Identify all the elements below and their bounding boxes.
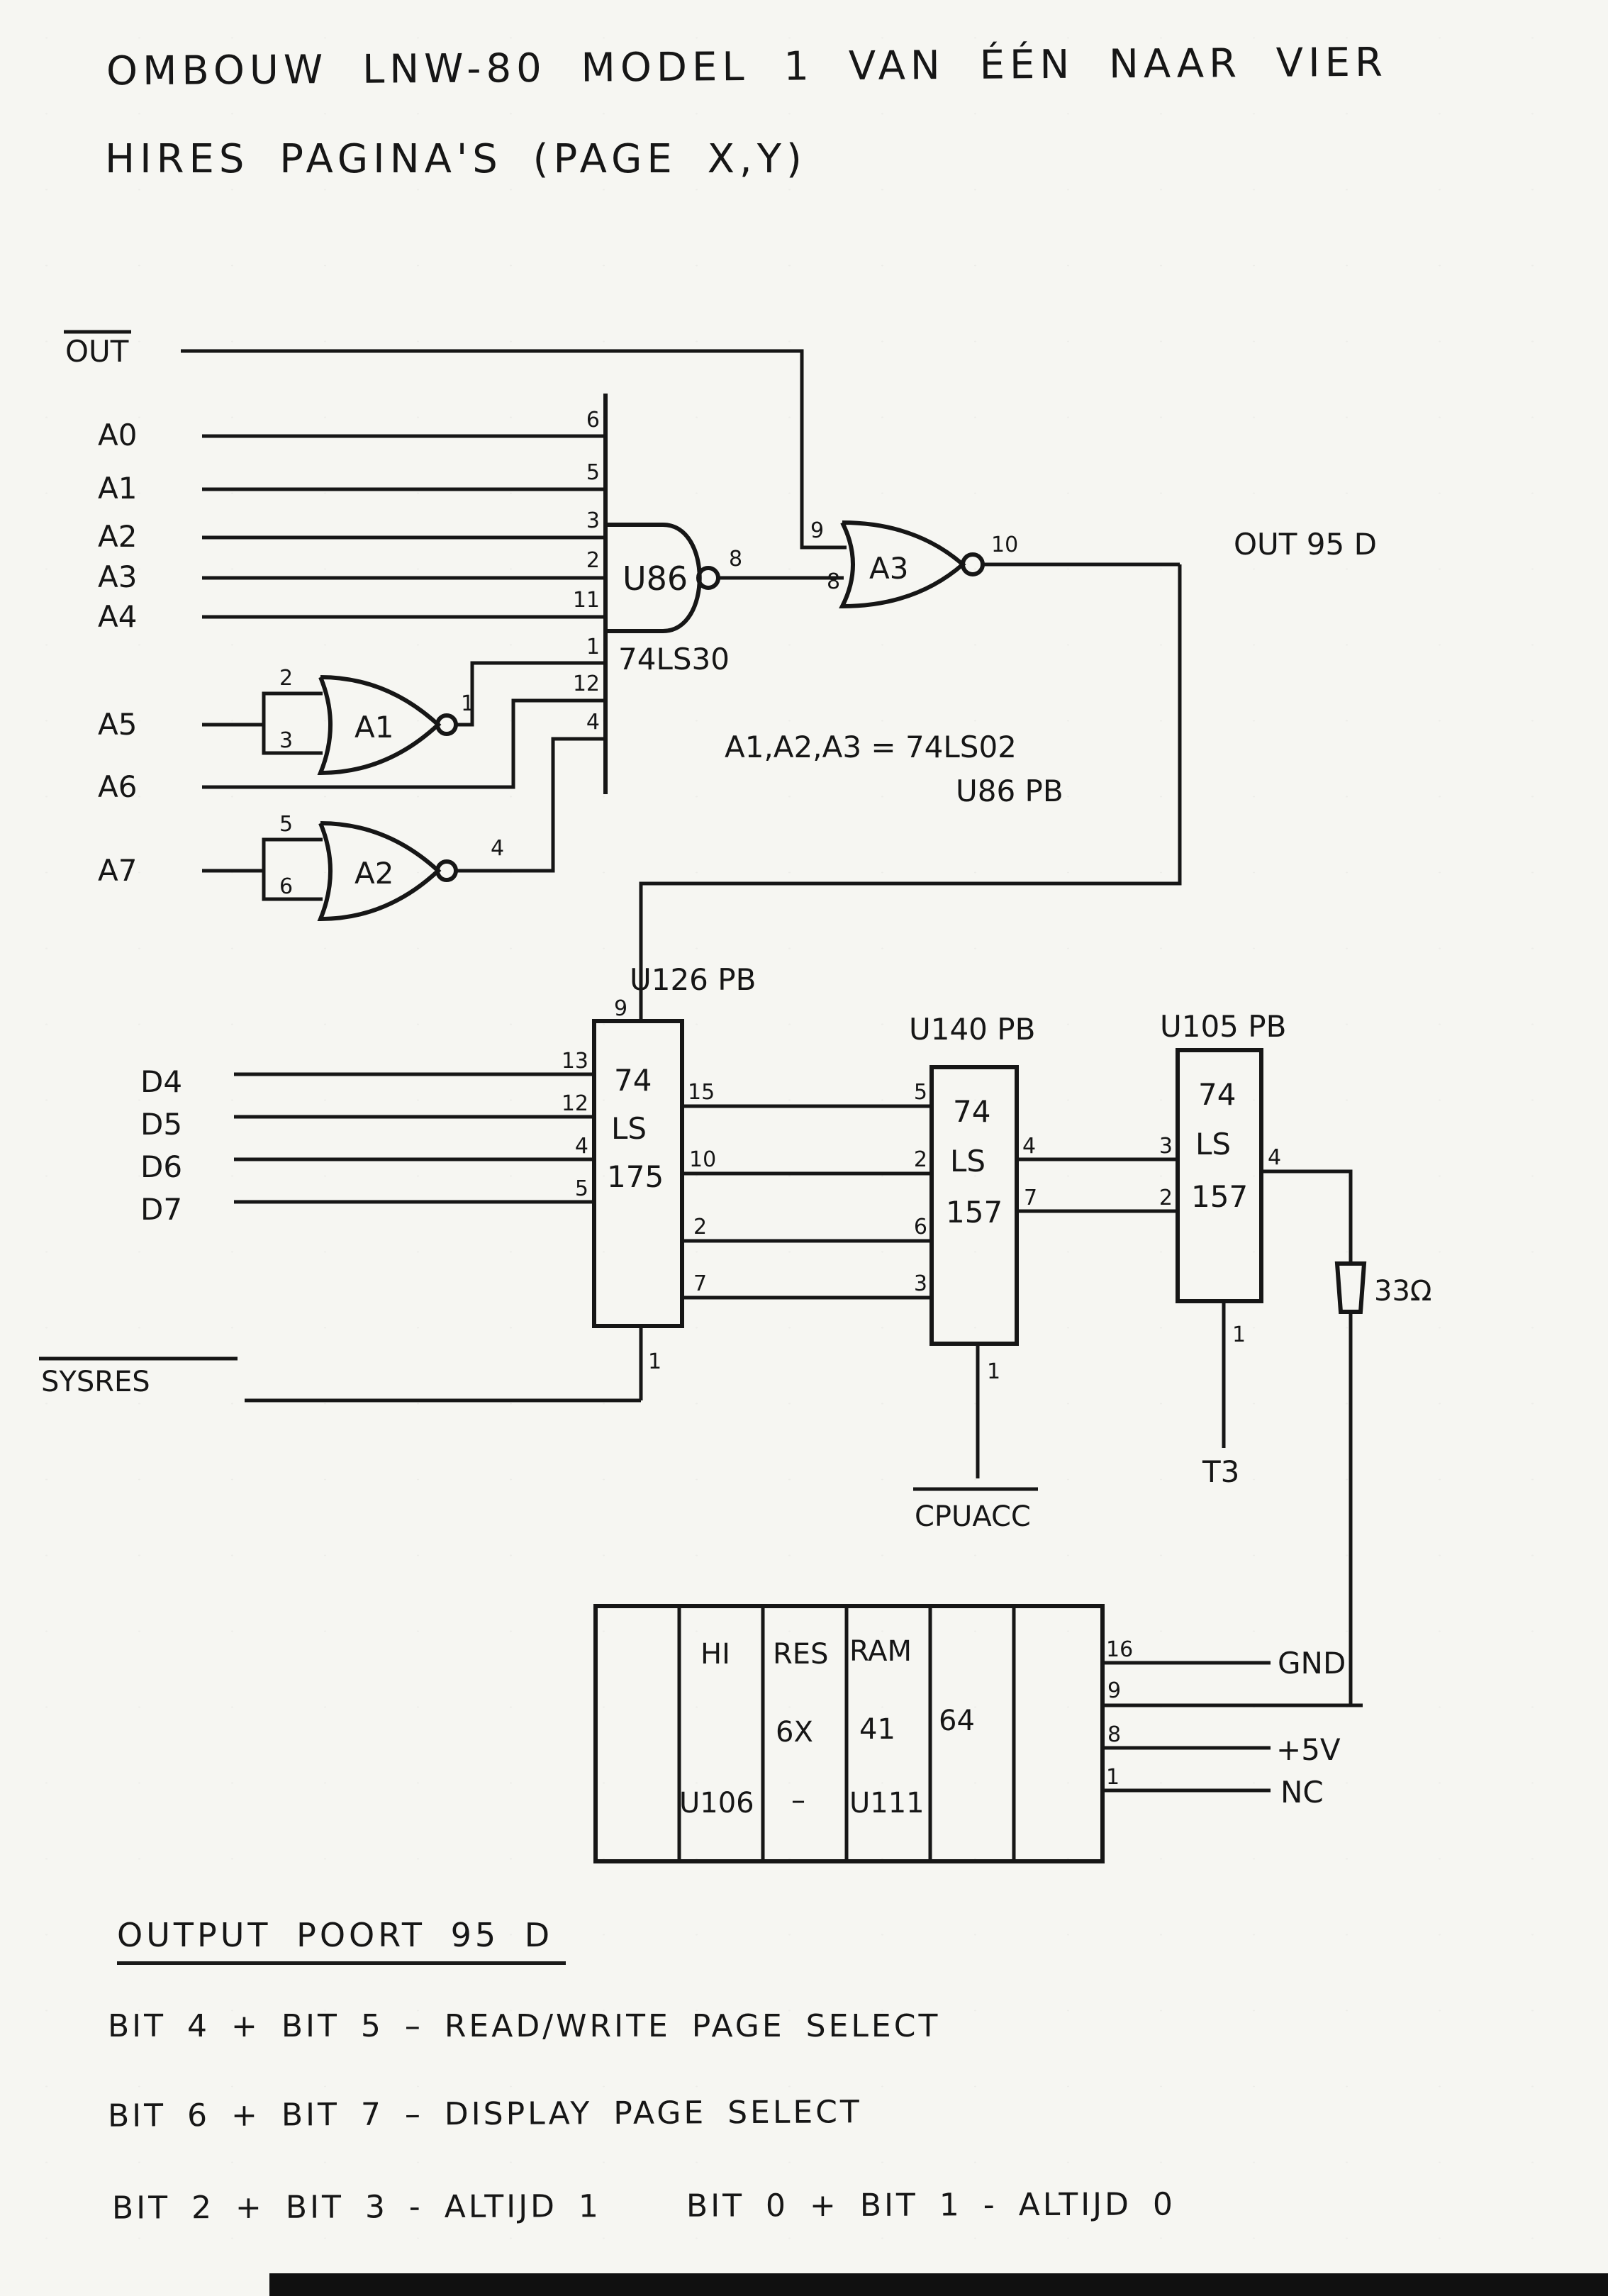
ram-text-dash: – <box>791 1784 805 1817</box>
ram-text-ram: RAM <box>849 1635 912 1668</box>
wire-out95d-to-u126-clock <box>641 564 1180 1021</box>
a2-gate-input-fork <box>264 840 323 899</box>
u140-pin-5: 5 <box>913 1080 927 1105</box>
u105-pin-2: 2 <box>1158 1186 1173 1210</box>
u86-pin-1: 1 <box>586 635 600 659</box>
u86-pin-4: 4 <box>586 710 600 735</box>
signal-label-t3: T3 <box>1202 1454 1240 1489</box>
u140-pin-7: 7 <box>1024 1186 1038 1210</box>
scan-edge-artifact <box>269 2273 1608 2296</box>
u140-text-ls: LS <box>950 1144 986 1178</box>
u140-pin-6: 6 <box>913 1215 927 1239</box>
u140-pin-2: 2 <box>913 1147 927 1172</box>
u126-clock-pin-9: 9 <box>614 996 628 1021</box>
u105-title: U105 PB <box>1160 1009 1287 1044</box>
signal-label-out: OUT <box>65 334 129 369</box>
signal-label-d5: D5 <box>140 1107 183 1142</box>
a2-gate-pin-5: 5 <box>279 812 294 837</box>
label-nc: NC <box>1280 1775 1324 1810</box>
ram-pin-9: 9 <box>1107 1678 1122 1703</box>
note-bit-row-3 <box>112 2186 1176 2226</box>
u126-pin-4: 4 <box>574 1134 588 1159</box>
a2-gate-out-pin-4: 4 <box>491 836 505 861</box>
signal-label-d7: D7 <box>140 1192 183 1227</box>
u140-title: U140 PB <box>909 1012 1036 1047</box>
u86-out-pin-8: 8 <box>729 547 743 572</box>
note-u86-pb: U86 PB <box>956 774 1063 808</box>
a3-gate-pin-9: 9 <box>810 518 825 543</box>
note-bit4-bit5: BIT 4 + BIT 5 – READ/WRITE PAGE SELECT <box>108 2008 941 2044</box>
label-out-95d: OUT 95 D <box>1234 527 1377 562</box>
a3-gate-out-pin-10: 10 <box>991 533 1019 557</box>
note-bit0-bit1: BIT 0 + BIT 1 - ALTIJD 0 <box>686 2186 1176 2224</box>
u140-pin-3: 3 <box>913 1271 927 1296</box>
resistor-33ohm <box>1337 1264 1364 1312</box>
ram-pin-1: 1 <box>1106 1765 1120 1790</box>
u86-pin-3: 3 <box>586 508 600 533</box>
u105-pin-3: 3 <box>1158 1134 1173 1159</box>
signal-label-a3: A3 <box>98 559 138 594</box>
a3-gate-label: A3 <box>869 551 909 586</box>
a1-gate-out-pin-1: 1 <box>461 691 475 716</box>
u86-label: U86 <box>622 559 688 598</box>
wire-a2-out-to-u86-pin4 <box>456 739 605 871</box>
a1-gate-label: A1 <box>354 710 394 745</box>
signal-label-a7: A7 <box>98 853 138 888</box>
note-bit6-bit7: BIT 6 + BIT 7 – DISPLAY PAGE SELECT <box>107 2094 862 2134</box>
u126-text-74: 74 <box>614 1063 652 1098</box>
signal-label-a1: A1 <box>98 471 138 506</box>
a2-gate-label: A2 <box>354 856 394 891</box>
ram-text-41: 41 <box>859 1713 895 1746</box>
a1-gate-input-fork <box>264 693 323 753</box>
u86-pin-2: 2 <box>586 548 600 573</box>
signal-label-a6: A6 <box>98 769 138 804</box>
label-plus5v: +5V <box>1276 1732 1341 1767</box>
signal-label-d6: D6 <box>140 1149 183 1184</box>
ram-text-u106: U106 <box>679 1787 754 1819</box>
u126-pin-13: 13 <box>561 1049 588 1074</box>
signal-label-cpuacc: CPUACC <box>915 1500 1031 1533</box>
ram-pin-8: 8 <box>1107 1722 1122 1747</box>
u86-pin-6: 6 <box>586 408 600 433</box>
wire-out-to-a3-pin9 <box>181 351 847 547</box>
u86-pin-5: 5 <box>586 460 600 485</box>
a1-gate-pin-2: 2 <box>279 666 294 691</box>
signal-label-a2: A2 <box>98 519 138 554</box>
signal-label-d4: D4 <box>140 1064 183 1099</box>
u86-pin-12: 12 <box>572 671 600 696</box>
u105-text-ls: LS <box>1195 1127 1232 1161</box>
u140-pin-4: 4 <box>1022 1134 1037 1159</box>
u126-pin-1: 1 <box>648 1349 662 1374</box>
u126-pin-7: 7 <box>693 1271 708 1296</box>
signal-label-a4: A4 <box>98 599 138 634</box>
note-gates-74ls02: A1,A2,A3 = 74LS02 <box>725 730 1017 764</box>
u126-pin-5: 5 <box>574 1176 588 1201</box>
ram-text-6x: 6X <box>776 1716 813 1749</box>
note-heading-output-port: OUTPUT POORT 95 D <box>117 1916 566 1965</box>
u140-text-74: 74 <box>953 1094 991 1129</box>
ram-pin-16: 16 <box>1106 1637 1134 1662</box>
page-title-line-1: OMBOUW LNW-80 MODEL 1 VAN ÉÉN NAAR VIER <box>106 39 1388 95</box>
u126-pin-2: 2 <box>693 1215 708 1239</box>
u126-text-175: 175 <box>607 1159 664 1194</box>
u86-part-74ls30: 74LS30 <box>618 642 730 676</box>
u140-pin-1: 1 <box>987 1359 1001 1384</box>
a1-gate-pin-3: 3 <box>279 728 294 753</box>
resistor-value: 33Ω <box>1374 1275 1432 1308</box>
ram-text-hi: HI <box>700 1638 730 1671</box>
a3-gate-pin-8: 8 <box>827 569 841 594</box>
ram-text-res: RES <box>773 1638 829 1671</box>
page-title-line-2: HIRES PAGINA'S (PAGE X,Y) <box>105 136 807 182</box>
signal-label-a0: A0 <box>98 418 138 452</box>
u86-pin-11: 11 <box>572 588 600 613</box>
u105-pin-1: 1 <box>1232 1322 1246 1347</box>
u105-text-157: 157 <box>1191 1179 1249 1214</box>
u126-pin-15: 15 <box>688 1080 715 1105</box>
u140-text-157: 157 <box>946 1195 1003 1230</box>
signal-label-sysres: SYSRES <box>41 1366 150 1398</box>
u105-text-74: 74 <box>1198 1077 1236 1112</box>
a2-gate-pin-6: 6 <box>279 874 294 899</box>
ram-text-64: 64 <box>939 1705 975 1737</box>
note-bit2-bit3: BIT 2 + BIT 3 - ALTIJD 1 <box>111 2188 602 2227</box>
u126-pin-10: 10 <box>689 1147 717 1172</box>
u126-title: U126 PB <box>630 962 756 997</box>
wire-u105-out <box>1261 1171 1351 1264</box>
u126-pin-12: 12 <box>561 1091 588 1116</box>
u126-text-ls: LS <box>611 1111 647 1146</box>
signal-label-a5: A5 <box>98 707 138 742</box>
u105-pin-4: 4 <box>1268 1145 1282 1170</box>
ram-text-u111: U111 <box>849 1787 925 1819</box>
label-gnd: GND <box>1278 1646 1346 1681</box>
